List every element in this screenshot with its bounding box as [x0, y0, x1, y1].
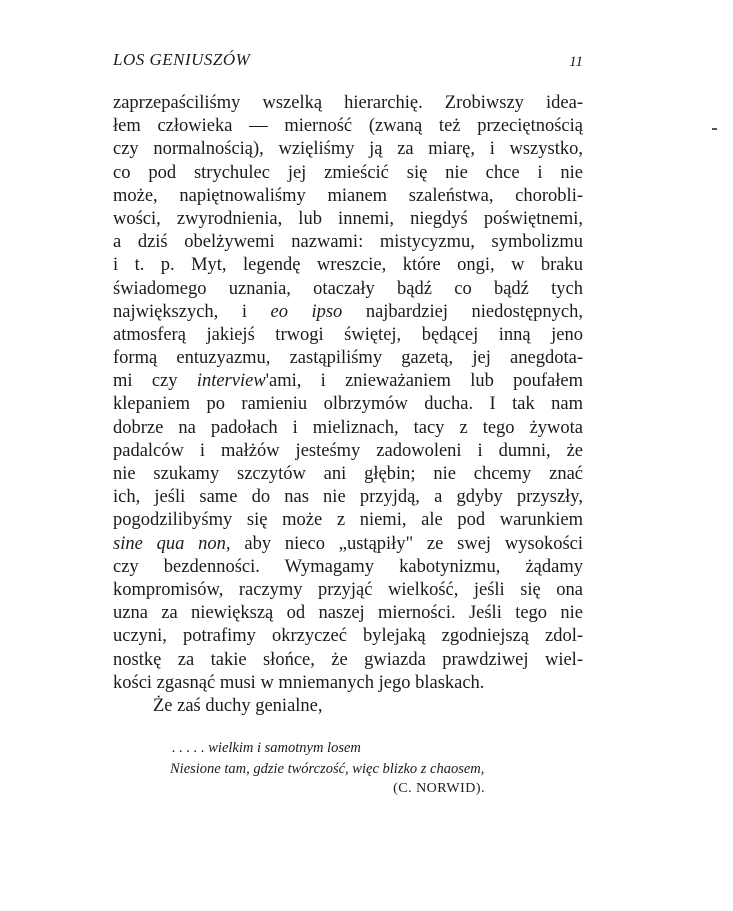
italic-term: interview — [196, 371, 266, 392]
text-line: padalców i małżów jesteśmy zadowoleni i dumni, że — [113, 440, 583, 461]
text-line: i t. p. Myt, legendę wreszcie, które ongi, w braku — [113, 255, 583, 276]
text-line: sine qua non, aby nieco „ustąpiły" ze swej wysokości — [113, 533, 583, 554]
verse-line-2: Niesione tam, gdzie twórczość, więc blizko z chaosem, — [170, 761, 485, 777]
text-line: mi czy interview'ami, i znieważaniem lub poufałem — [113, 371, 583, 392]
page-number: 11 — [569, 54, 583, 70]
text-line: co pod strychulec jej zmieścić się nie chce i nie — [113, 162, 583, 183]
text-line: a dziś obelżywemi nazwami: mistycyzmu, symbolizmu — [113, 232, 583, 253]
text-line: nie szukamy szczytów ani głębin; nie chcemy znać — [113, 464, 583, 484]
verse-quote — [170, 738, 590, 780]
text-line: wości, zwyrodnienia, lub innemi, niegdyś poświętnemi, — [113, 208, 583, 229]
margin-mark — [712, 128, 717, 130]
text-line: największych, i eo ipso najbardziej niedostępnych, — [113, 301, 583, 322]
italic-term: sine qua non, — [113, 533, 231, 554]
main-paragraph — [113, 92, 583, 718]
text-line: nostkę za takie słońce, że gwiazda prawdziwej wiel- — [113, 649, 583, 670]
quote-attribution: (C. NORWID). — [393, 781, 485, 796]
italic-term: eo ipso — [270, 301, 343, 322]
text-line: może, napiętnowaliśmy mianem szaleństwa, chorobli- — [113, 185, 583, 206]
text-line: uzna za niewiększą od naszej mierności. Jeśli tego nie — [113, 603, 583, 624]
text-line: klepaniem po ramieniu olbrzymów ducha. I tak nam — [113, 394, 583, 415]
text-line: uczyni, potrafimy okrzyczeć bylejaką zgodniejszą zdol- — [113, 626, 583, 647]
text-line: formą entuzyazmu, zastąpiliśmy gazetą, jej anegdota- — [113, 348, 583, 369]
verse-line-1: . . . . . wielkim i samotnym losem — [172, 740, 361, 756]
text-line: łem człowieka — mierność (zwaną też przeciętnością — [113, 116, 583, 137]
text-line: pogodzilibyśmy się może z niemi, ale pod warunkiem — [113, 510, 583, 531]
text-line: kompromisów, raczymy przyjąć wielkość, jeśli się ona — [113, 579, 583, 600]
text-line: zaprzepaściliśmy wszelką hierarchię. Zrobiwszy idea- — [113, 93, 583, 113]
text-line: atmosferą jakiejś trwogi świętej, będącej inną jeno — [113, 324, 583, 345]
running-header — [113, 50, 583, 72]
text-line: czy bezdenności. Wymagamy kabotynizmu, żądamy — [113, 556, 583, 577]
intro-line: Że zaś duchy genialne, — [153, 695, 323, 716]
text-line: dobrze na padołach i mieliznach, tacy z tego żywota — [113, 417, 583, 438]
text-line: czy normalnością), wzięliśmy ją za miarę, i wszystko, — [113, 139, 583, 160]
text-line: ich, jeśli same do nas nie przyjdą, a gdyby przyszły, — [113, 487, 583, 508]
text-line: świadomego uznania, otaczały bądź co bądź tych — [113, 278, 583, 299]
text-line-last: kości zgasnąć musi w mniemanych jego blaskach. — [113, 672, 485, 693]
running-title: LOS GENIUSZÓW — [113, 50, 251, 69]
